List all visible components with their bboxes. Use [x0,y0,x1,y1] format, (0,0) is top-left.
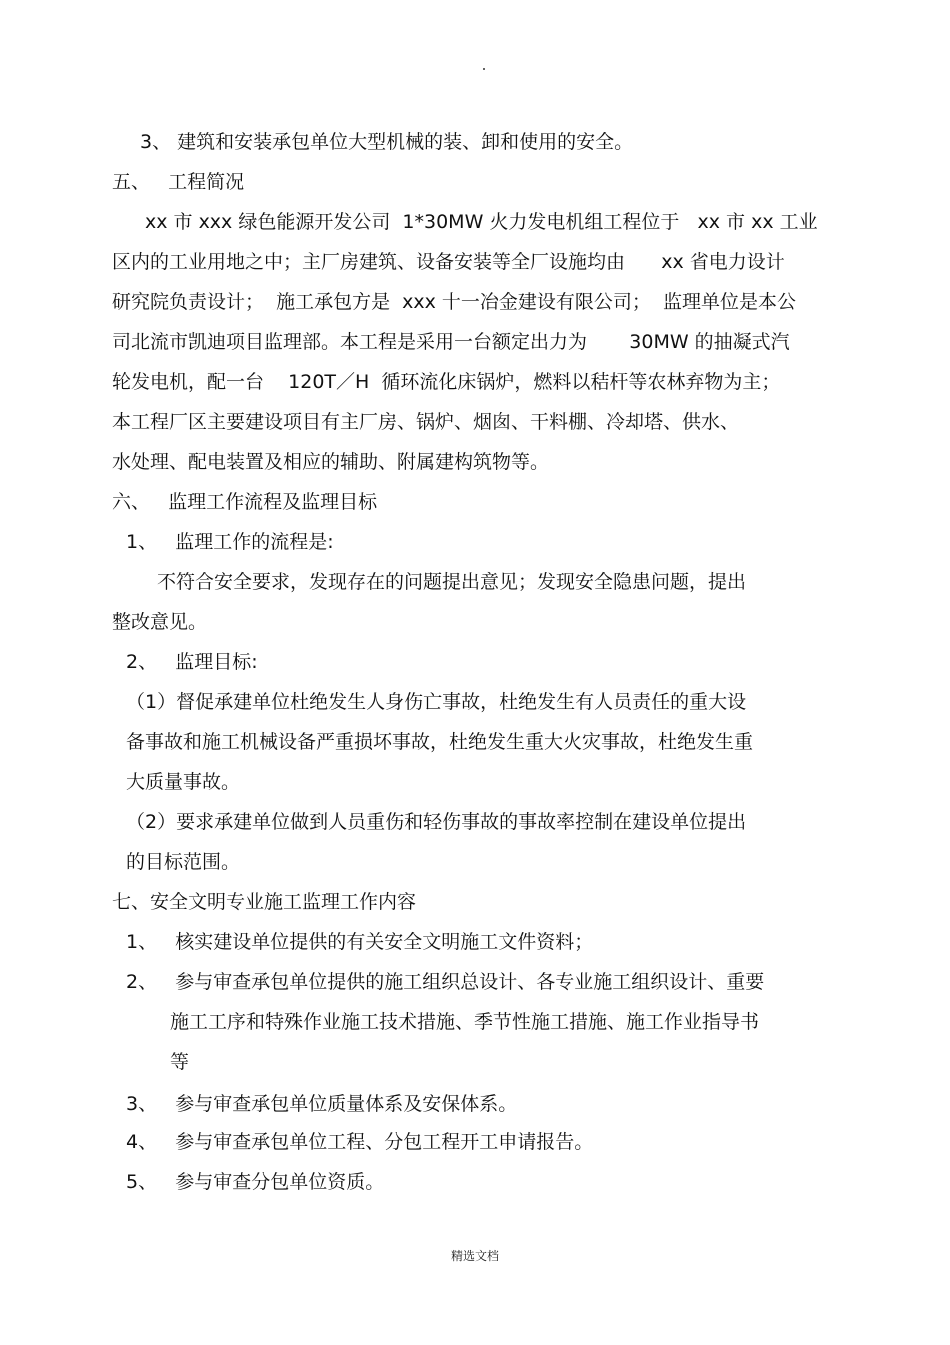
text-line: 2、 参与审查承包单位提供的施工组织总设计、各专业施工组织设计、重要 [126,971,765,993]
page-footer: 精选文档 [450,1249,499,1263]
text-line: 3、 建筑和安装承包单位大型机械的装、卸和使用的安全。 [140,131,634,153]
text-line: 1、 监理工作的流程是: [126,531,334,553]
text-line: 不符合安全要求，发现存在的问题提出意见；发现安全隐患问题，提出 [157,571,747,593]
text-line: 2、 监理目标: [126,651,258,673]
text-line: 5、 参与审查分包单位资质。 [126,1171,385,1193]
section-heading: 五、 工程简况 [112,171,245,193]
text-line: 4、 参与审查承包单位工程、分包工程开工申请报告。 [126,1131,594,1153]
text-line: 本工程厂区主要建设项目有主厂房、锅炉、烟囱、干料棚、冷却塔、供水、 [112,411,740,433]
text-line: 水处理、配电装置及相应的辅助、附属建构筑物等。 [112,451,550,473]
section-heading: 七、安全文明专业施工监理工作内容 [112,891,417,913]
text-line: 的目标范围。 [126,851,241,873]
text-line: （1）督促承建单位杜绝发生人身伤亡事故，杜绝发生有人员责任的重大设 [126,691,747,713]
text-line: xx 市 xxx 绿色能源开发公司 1*30MW 火力发电机组工程位于 xx 市 xx 工业 [145,211,818,233]
text-line: 司北流市凯迪项目监理部。本工程是采用一台额定出力为 30MW 的抽凝式汽 [112,331,790,353]
text-line: 1、 核实建设单位提供的有关安全文明施工文件资料； [126,931,594,953]
text-line: 备事故和施工机械设备严重损坏事故，杜绝发生重大火灾事故，杜绝发生重 [126,731,754,753]
text-line: 轮发电机，配一台 120T／H 循环流化床锅炉，燃料以秸杆等农林弃物为主； [112,371,781,393]
text-line: 大质量事故。 [126,771,241,793]
text-line: 施工工序和特殊作业施工技术措施、季节性施工措施、施工作业指导书 [170,1011,760,1033]
text-line: 3、 参与审查承包单位质量体系及安保体系。 [126,1093,518,1115]
section-heading: 六、 监理工作流程及监理目标 [112,491,378,513]
text-line: 等 [170,1051,190,1073]
text-line: （2）要求承建单位做到人员重伤和轻伤事故的事故率控制在建设单位提出 [126,811,747,833]
text-line: 区内的工业用地之中；主厂房建筑、设备安装等全厂设施均由 xx 省电力设计 [112,251,785,273]
text-line: 整改意见。 [112,611,208,633]
text-line: 研究院负责设计； 施工承包方是 xxx 十一冶金建设有限公司； 监理单位是本公 [112,291,797,313]
page-top-mark [483,68,485,70]
